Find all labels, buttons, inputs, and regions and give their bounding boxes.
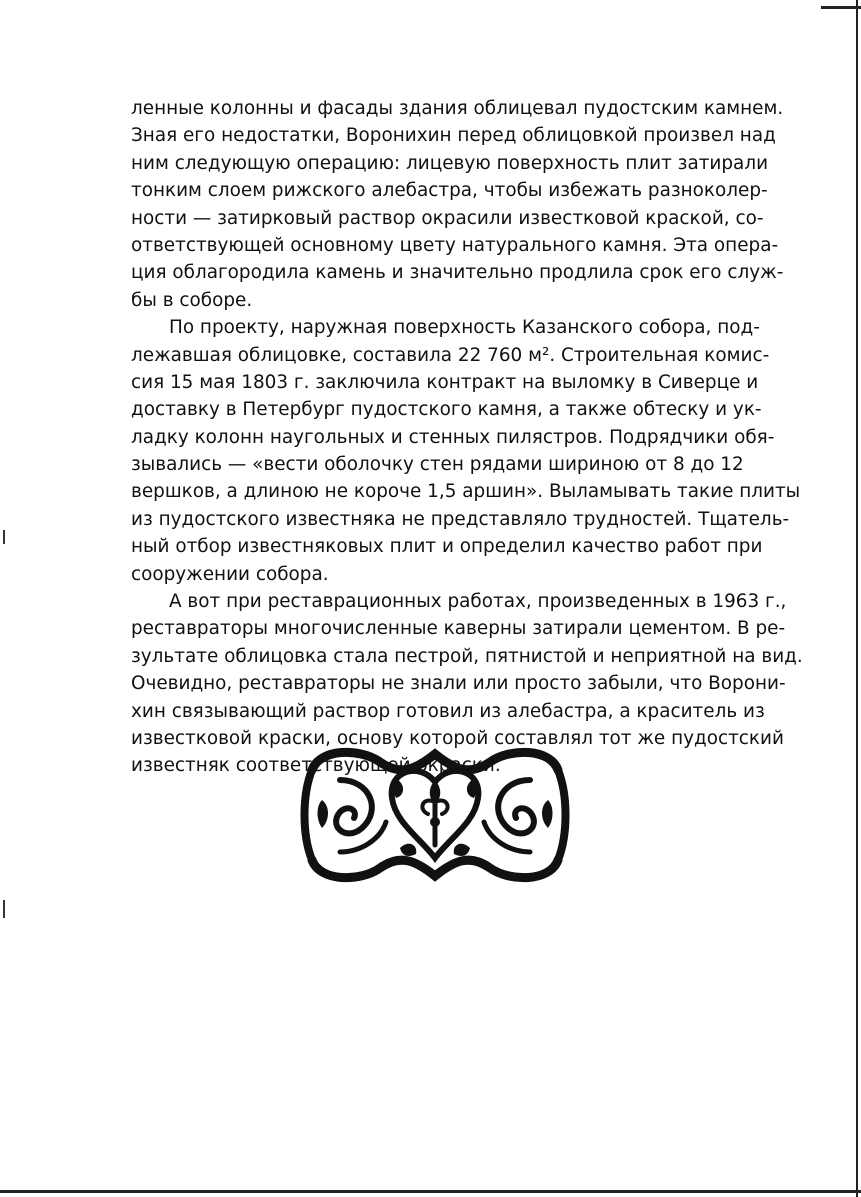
scan-edge-right <box>856 0 858 1197</box>
text-line: зывались — «вести оболочку стен рядами шириною от 8 до 12 <box>131 454 744 476</box>
paragraph <box>131 314 801 588</box>
text-line: бы в соборе. <box>131 289 253 311</box>
text-line: По проекту, наружная поверхность Казанского собора, под- <box>169 317 760 339</box>
text-line: сооружении собора. <box>131 563 329 585</box>
text-line: реставраторы многочисленные каверны затирали цементом. В ре- <box>131 618 786 640</box>
paragraph <box>131 95 784 314</box>
scan-mark <box>3 530 5 544</box>
text-line: ленные колонны и фасады здания облицевал пудостским камнем. <box>131 98 784 119</box>
text-line: доставку в Петербург пудостского камня, а также обтеску и ук- <box>131 399 762 421</box>
text-line: ция облагородила камень и значительно продлила срок его служ- <box>131 262 784 284</box>
text-line: ности — затирковый раствор окрасили известковой краской, со- <box>131 207 764 229</box>
text-line: вершков, а длиною не короче 1,5 аршин». Выламывать такие плиты <box>131 481 801 503</box>
text-line: ладку колонн наугольных и стенных пилястров. Подрядчики обя- <box>131 426 775 448</box>
text-line: А вот при реставрационных работах, произведенных в 1963 г., <box>169 591 787 613</box>
text-line: Зная его недостатки, Воронихин перед облицовкой произвел над <box>131 125 776 147</box>
text-line: из пудостского известняка не представляло трудностей. Тщатель- <box>131 508 790 530</box>
text-line: хин связывающий раствор готовил из алебастра, а краситель из <box>131 700 765 722</box>
body-text <box>131 95 803 780</box>
text-line: ный отбор известняковых плит и определил качество работ при <box>131 536 763 558</box>
text-line: известняк соответствующей окраски. <box>131 755 501 777</box>
text-line: зультате облицовка стала пестрой, пятнистой и неприятной на вид. <box>131 645 803 667</box>
text-line: лежавшая облицовке, составила 22 760 м². Строительная комис- <box>131 344 770 366</box>
scan-mark <box>3 900 5 918</box>
text-line: ним следующую операцию: лицевую поверхность плит затирали <box>131 152 769 174</box>
text-line: тонким слоем рижского алебастра, чтобы избежать разноколер- <box>131 180 768 202</box>
floral-ornament-icon <box>300 740 570 890</box>
text-line: известковой краски, основу которой составлял тот же пудостский <box>131 727 784 749</box>
text-line: Очевидно, реставраторы не знали или просто забыли, что Ворони- <box>131 673 786 695</box>
text-line: сия 15 мая 1803 г. заключила контракт на выломку в Сиверце и <box>131 371 759 393</box>
scan-edge-bottom <box>0 1190 861 1193</box>
scan-edge-top <box>821 6 861 9</box>
text-line: ответствующей основному цвету натурального камня. Эта опера- <box>131 234 779 256</box>
